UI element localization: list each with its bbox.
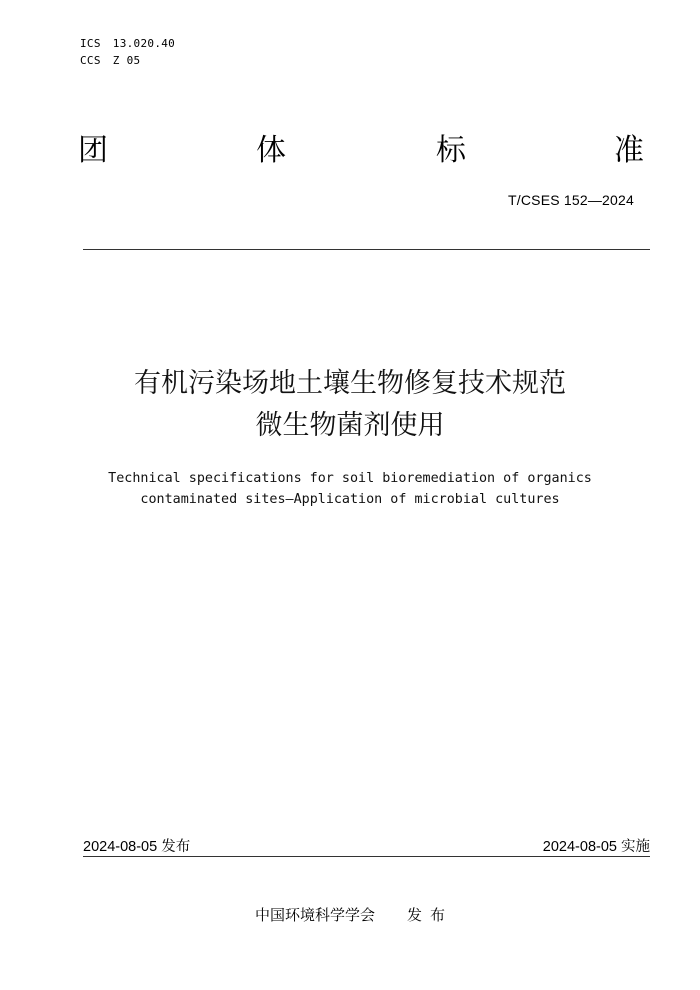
chinese-title-line-2: 微生物菌剂使用 <box>255 410 445 441</box>
chinese-title-line-1: 有机污染场地土壤生物修复技术规范 <box>134 368 566 399</box>
english-title-line-2: contaminated sites—Application of microbial cultures <box>140 492 560 507</box>
standard-type-char-2: 体 <box>256 133 286 168</box>
ics-code: 13.020.40 <box>112 37 176 50</box>
ccs-code: Z 05 <box>112 54 141 67</box>
ccs-label: CCS <box>80 54 101 67</box>
issue-action: 发布 <box>407 906 454 924</box>
footer-divider <box>83 856 650 857</box>
standard-type-char-4: 准 <box>614 133 644 168</box>
publish-date: 2024-08-05 发布 <box>83 839 191 855</box>
standard-type-char-1: 团 <box>78 133 108 168</box>
standard-number: T/CSES 152—2024 <box>508 192 634 208</box>
standard-type-char-3: 标 <box>436 133 466 168</box>
ics-label: ICS <box>80 37 101 50</box>
header-divider <box>83 249 650 250</box>
issuer-block <box>255 904 453 925</box>
ccs-row <box>80 52 175 69</box>
issuing-organization: 中国环境科学学会 <box>255 906 376 924</box>
classification-codes <box>80 35 175 69</box>
ics-row <box>80 35 175 52</box>
english-title-line-1: Technical specifications for soil bioremediation of organics <box>108 471 592 486</box>
implement-date: 2024-08-05 实施 <box>542 839 650 855</box>
